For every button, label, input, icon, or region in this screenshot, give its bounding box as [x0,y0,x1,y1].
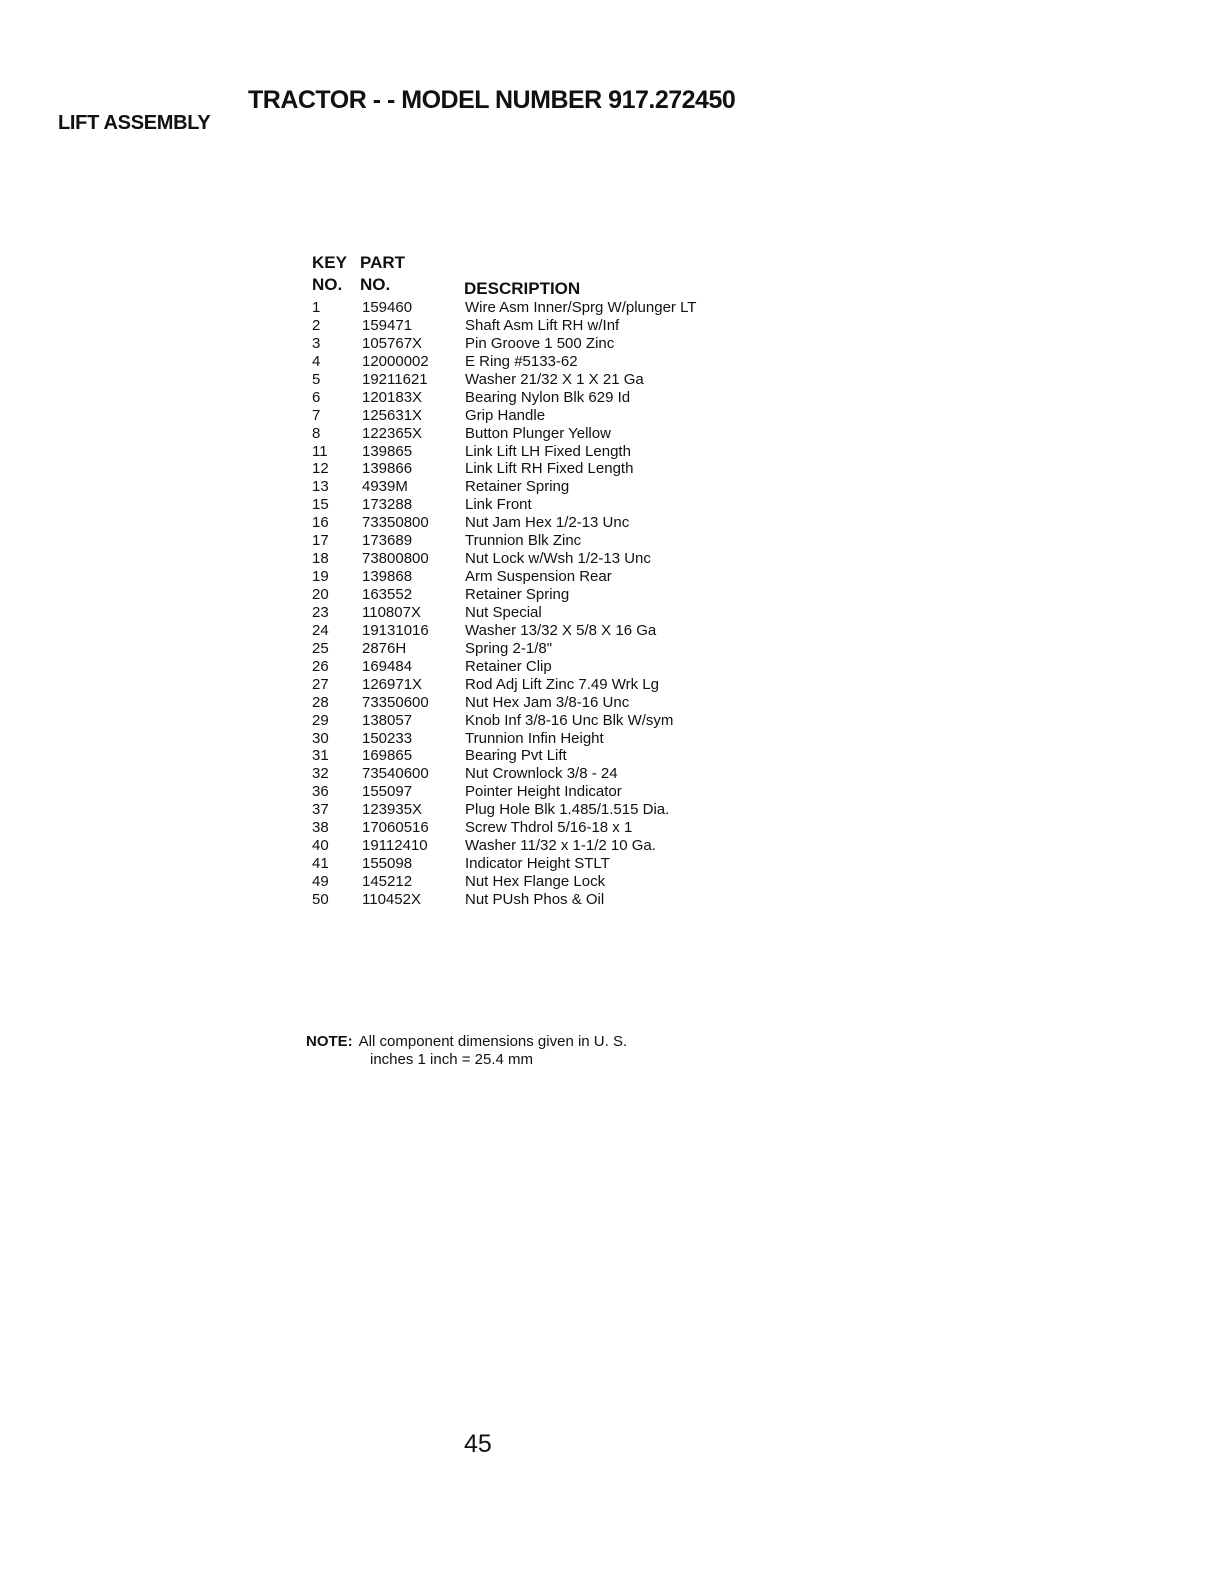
key-no-cell: 2 [312,316,321,334]
part-no-cell: 122365X [362,424,423,442]
table-row [312,712,752,730]
table-row [312,730,752,748]
section-title: LIFT ASSEMBLY [58,112,211,134]
table-row [312,496,752,514]
description-cell: Spring 2-1/8" [465,639,553,657]
key-no-cell: 3 [312,334,321,352]
part-no-cell: 159471 [362,316,413,334]
key-no-cell: 23 [312,603,329,621]
part-no-cell: 123935X [362,801,423,819]
description-cell: Knob Inf 3/8-16 Unc Blk W/sym [465,711,674,729]
key-no-cell: 30 [312,729,329,747]
table-row [312,837,752,855]
part-no-cell: 155098 [362,855,413,873]
part-no-cell: 73540600 [362,765,429,783]
key-no-cell: 18 [312,550,329,568]
key-no-cell: 24 [312,621,329,639]
description-cell: Grip Handle [465,406,546,424]
description-cell: Rod Adj Lift Zinc 7.49 Wrk Lg [465,675,659,693]
key-no-cell: 26 [312,657,329,675]
key-no-cell: 41 [312,855,329,873]
part-no-cell: 120183X [362,388,423,406]
table-row [312,550,752,568]
part-no-cell: 19112410 [362,837,428,855]
description-cell: Washer 21/32 X 1 X 21 Ga [465,370,644,388]
table-row [312,371,752,389]
key-no-cell: 16 [312,514,329,532]
key-no-cell: 36 [312,783,329,801]
key-no-cell: 28 [312,693,329,711]
part-no-cell: 2876H [362,639,407,657]
table-row [312,855,752,873]
key-no-cell: 37 [312,801,329,819]
parts-table-header [312,253,752,297]
description-cell: Trunnion Infin Height [465,729,604,747]
table-row [312,514,752,532]
table-row [312,747,752,765]
description-cell: Indicator Height STLT [465,855,610,873]
key-no-cell: 12 [312,460,329,478]
key-no-cell: 38 [312,819,329,837]
table-row [312,407,752,425]
part-no-cell: 169865 [362,747,413,765]
description-cell: Screw Thdrol 5/16-18 x 1 [465,819,633,837]
key-no-header-line1: KEY [312,253,347,272]
table-row [312,873,752,891]
table-row [312,532,752,550]
part-no-cell: 105767X [362,334,423,352]
table-row [312,676,752,694]
table-row [312,460,752,478]
key-no-cell: 8 [312,424,321,442]
part-no-cell: 138057 [362,711,413,729]
description-cell: E Ring #5133-62 [465,352,578,370]
table-row [312,353,752,371]
description-cell: Wire Asm Inner/Sprg W/plunger LT [465,299,697,316]
description-cell: Link Lift LH Fixed Length [465,442,631,460]
description-cell: Nut Special [465,603,542,621]
note-line1: All component dimensions given in U. S. [358,1033,628,1050]
part-no-cell: 110807X [362,603,421,621]
description-cell: Pointer Height Indicator [465,783,622,801]
table-row [312,335,752,353]
note-line2: inches 1 inch = 25.4 mm [370,1051,534,1068]
key-no-cell: 29 [312,711,329,729]
key-no-cell: 27 [312,675,329,693]
description-cell: Trunnion Blk Zinc [465,532,582,550]
description-cell: Washer 13/32 X 5/8 X 16 Ga [465,621,657,639]
key-no-cell: 50 [312,890,329,908]
description-cell: Bearing Nylon Blk 629 Id [465,388,631,406]
description-cell: Retainer Clip [465,657,552,675]
parts-table [312,253,752,909]
part-no-cell: 145212 [362,873,413,890]
part-no-cell: 73350600 [362,693,429,711]
table-row [312,604,752,622]
key-no-cell: 5 [312,370,321,388]
table-row [312,622,752,640]
description-cell: Arm Suspension Rear [465,568,612,586]
part-no-cell: 110452X [362,890,421,908]
key-no-cell: 6 [312,388,321,406]
part-no-cell: 139866 [362,460,413,478]
key-no-cell: 19 [312,568,329,586]
key-no-cell: 31 [312,747,329,765]
key-no-cell: 13 [312,478,329,496]
table-row [312,783,752,801]
table-row [312,694,752,712]
part-no-cell: 173689 [362,532,413,550]
description-cell: Pin Groove 1 500 Zinc [465,334,615,352]
page-title: TRACTOR - - MODEL NUMBER 917.272450 [248,86,736,114]
description-cell: Plug Hole Blk 1.485/1.515 Dia. [465,801,670,819]
table-row [312,891,752,909]
part-no-cell: 126971X [362,675,423,693]
part-no-cell: 19131016 [362,621,429,639]
description-cell: Link Lift RH Fixed Length [465,460,634,478]
key-no-cell: 32 [312,765,329,783]
description-cell: Washer 11/32 x 1-1/2 10 Ga. [465,837,656,855]
table-row [312,658,752,676]
description-header: DESCRIPTION [464,279,581,298]
table-row [312,765,752,783]
part-no-cell: 19211621 [362,370,428,388]
description-cell: Nut PUsh Phos & Oil [465,890,605,908]
note [306,1033,627,1069]
description-cell: Nut Jam Hex 1/2-13 Unc [465,514,630,532]
key-no-cell: 4 [312,352,321,370]
description-cell: Link Front [465,496,532,514]
table-row [312,317,752,335]
part-no-cell: 73350800 [362,514,429,532]
part-no-cell: 150233 [362,729,413,747]
table-row [312,586,752,604]
part-no-header-line2: NO. [360,275,391,294]
key-no-cell: 15 [312,496,329,514]
parts-table-body [312,299,752,909]
part-no-cell: 12000002 [362,352,429,370]
description-cell: Retainer Spring [465,478,570,496]
description-cell: Bearing Pvt Lift [465,747,567,765]
part-no-cell: 163552 [362,586,413,603]
part-no-cell: 4939M [362,478,408,496]
description-cell: Button Plunger Yellow [465,424,611,442]
table-row [312,443,752,461]
part-no-cell: 139865 [362,442,413,460]
key-no-cell: 25 [312,639,329,657]
part-no-cell: 155097 [362,783,413,801]
table-row [312,819,752,837]
key-no-cell: 7 [312,406,321,424]
description-cell: Nut Hex Flange Lock [465,873,606,890]
table-row [312,801,752,819]
part-no-cell: 173288 [362,496,413,514]
part-no-cell: 73800800 [362,550,429,568]
key-no-cell: 17 [312,532,329,550]
description-cell: Nut Hex Jam 3/8-16 Unc [465,693,630,711]
key-no-cell: 11 [312,442,328,460]
part-no-cell: 139868 [362,568,413,586]
table-row [312,425,752,443]
description-cell: Nut Crownlock 3/8 - 24 [465,765,618,783]
page-number: 45 [464,1430,492,1458]
key-no-cell: 1 [312,299,321,316]
key-no-cell: 20 [312,586,329,603]
key-no-header-line2: NO. [312,275,343,294]
description-cell: Nut Lock w/Wsh 1/2-13 Unc [465,550,651,568]
description-cell: Retainer Spring [465,586,570,603]
part-no-cell: 169484 [362,657,413,675]
table-row [312,640,752,658]
table-row [312,389,752,407]
table-row [312,568,752,586]
part-no-header-line1: PART [360,253,406,272]
part-no-cell: 17060516 [362,819,429,837]
key-no-cell: 49 [312,873,329,890]
description-cell: Shaft Asm Lift RH w/Inf [465,316,620,334]
key-no-cell: 40 [312,837,329,855]
part-no-cell: 125631X [362,406,423,424]
table-row [312,478,752,496]
table-row [312,299,752,317]
part-no-cell: 159460 [362,299,413,316]
note-label: NOTE: [306,1033,353,1050]
